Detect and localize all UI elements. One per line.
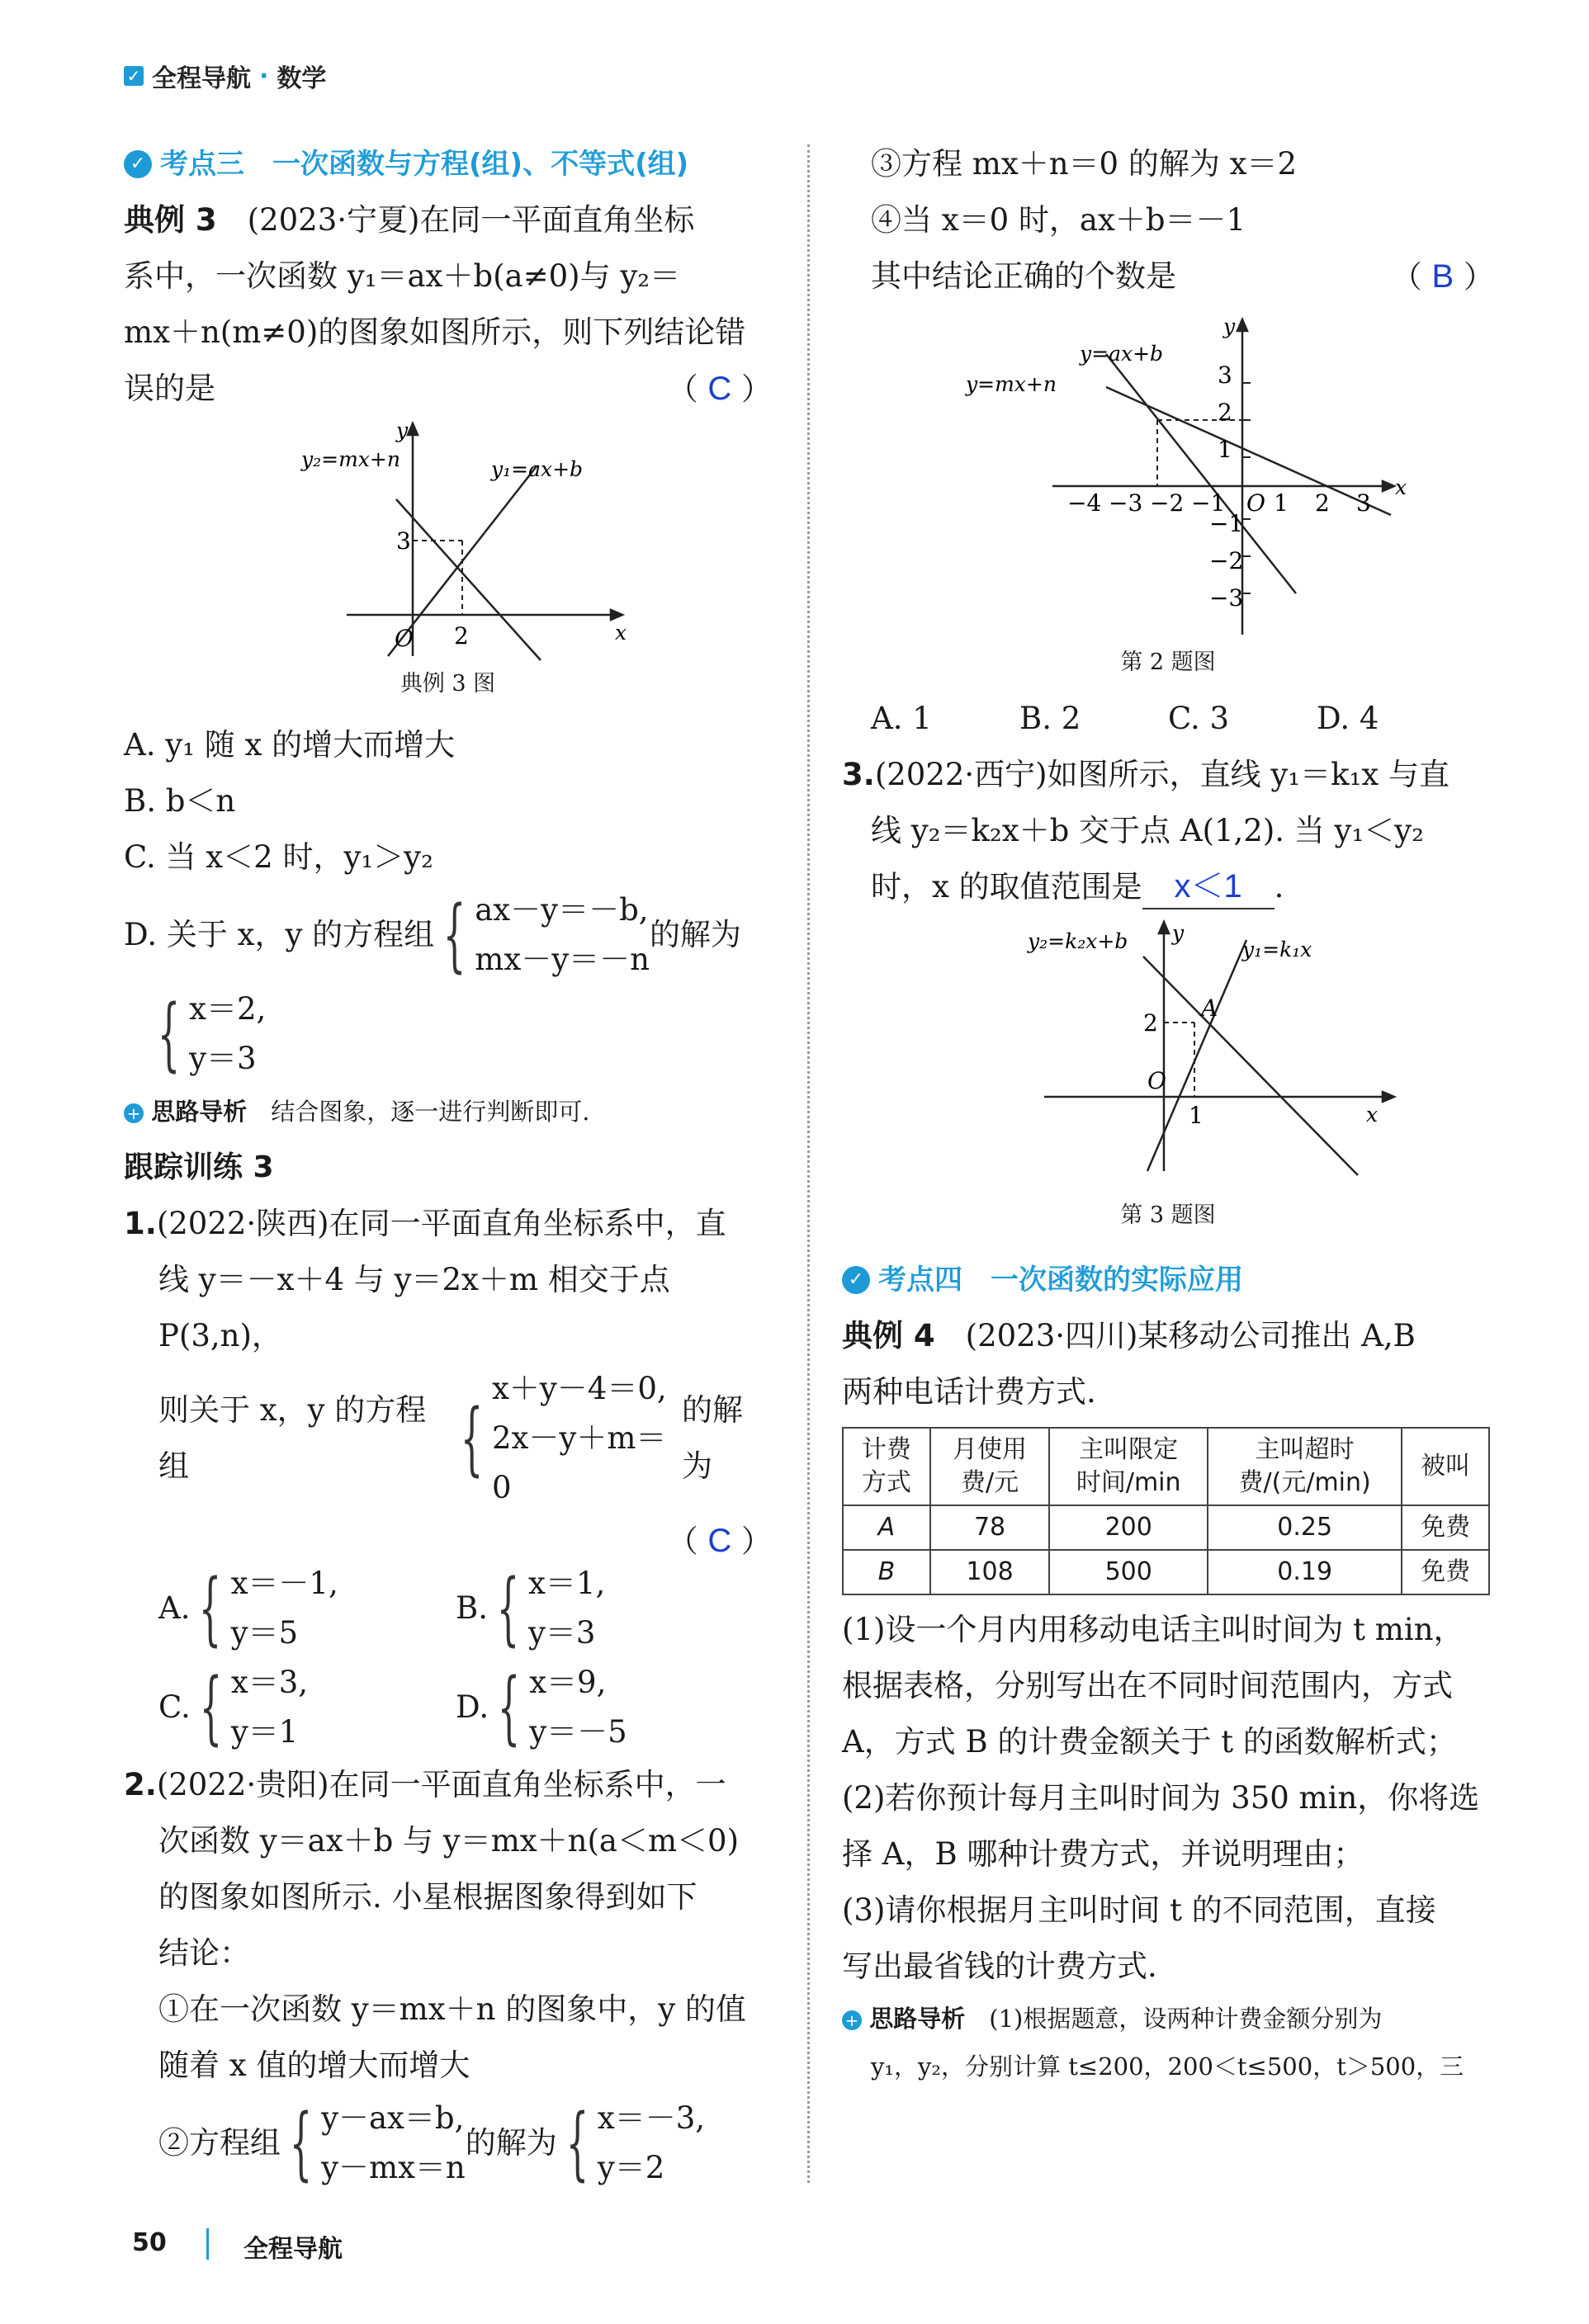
ex3-hint: + 思路导析 结合图象，逐一进行判断即可. — [124, 1084, 772, 1140]
ex3-text: 误的是 — [124, 371, 215, 406]
q2-option-b: B. 2 — [1019, 701, 1081, 736]
table-cell: 0.19 — [1208, 1550, 1402, 1594]
table-cell: B — [843, 1550, 930, 1594]
table-cell: 500 — [1049, 1550, 1208, 1594]
footer-title: 全程导航 — [244, 2235, 343, 2264]
q3-point-a: A — [1201, 994, 1218, 1022]
column-divider — [807, 144, 810, 2183]
ex3-option-c: C. 当 x＜2 时，y₁＞y₂ — [124, 839, 433, 875]
q3-answer: x＜1 — [1174, 868, 1242, 905]
ex3-text: (2023·宁夏)在同一平面直角坐标 — [247, 202, 695, 238]
plus-circle-icon: + — [124, 1103, 144, 1123]
ex3-option-d: D. 关于 x，y 的方程组 { ax－y＝－b, mx－y＝－n 的解为 — [124, 889, 741, 981]
q2-label-mx: y=mx+n — [966, 372, 1057, 396]
q2-option-d: D. 4 — [1317, 701, 1379, 736]
q3-axis-y: y — [1172, 921, 1185, 945]
y-arrow — [408, 423, 418, 435]
ex3-axis-x: x — [615, 621, 627, 645]
q2-conclusion-4: ④当 x＝0 时，ax＋b＝－1 — [871, 202, 1246, 238]
x-arrow — [611, 610, 622, 620]
table-cell: 108 — [930, 1550, 1050, 1594]
ex3-answer: （ C ） — [667, 371, 772, 407]
q2-label-ax: y=ax+b — [1080, 342, 1164, 366]
q2-option-c: C. 3 — [1168, 701, 1230, 736]
table-header-cell: 计费 方式 — [843, 1428, 930, 1505]
ex3-text: 系中，一次函数 y₁＝ax＋b(a≠0)与 y₂＝ — [124, 258, 681, 294]
q2-ytick-label: −2 — [1209, 547, 1244, 574]
left-column — [124, 136, 772, 2193]
q2-ytick-label: −3 — [1209, 584, 1244, 612]
q2-xtick-label: −1 — [1191, 489, 1226, 517]
q2-options — [842, 691, 1494, 747]
q3-tick-1: 1 — [1189, 1102, 1204, 1129]
ex3-text: mx＋n(m≠0)的图象如图所示，则下列结论错 — [124, 314, 746, 350]
table-cell: A — [843, 1505, 930, 1550]
q2-xtick-label: −2 — [1150, 489, 1185, 517]
question-1: 1.(2022·陕西)在同一平面直角坐标系中，直 线 y＝－x＋4 与 y＝2x＋m 相交于点 P(3,n)， 则关于 x，y 的方程组 { x＋y－4＝0, 2x－y＋m＝0 的解为 （ C ） A. { x＝－1, y＝5 B. { x＝1, y＝3 C. { x＝3, y＝1 D. { x＝9, y＝－5 — [124, 1196, 772, 1757]
table-cell: 0.25 — [1208, 1505, 1402, 1550]
q2-ytick-label: 1 — [1218, 436, 1232, 463]
ex4-part-2: (2)若你预计每月主叫时间为 350 min，你将选 择 A，B 哪种计费方式，并说明理由； — [842, 1780, 1480, 1872]
q3-tick-2: 2 — [1143, 1009, 1158, 1037]
check-circle-icon: ✓ — [124, 150, 152, 178]
example-4: 典例 4 (2023·四川)某移动公司推出 A,B 两种电话计费方式. — [842, 1318, 1416, 1410]
q2-axis-y: y — [1223, 314, 1236, 338]
q2-conclusion-3: ③方程 mx＋n＝0 的解为 x＝2 — [871, 146, 1298, 182]
q3-origin: O — [1147, 1067, 1166, 1094]
section-4-title: ✓ 考点四 一次函数的实际应用 — [842, 1252, 1494, 1308]
ex4-part-1: (1)设一个月内用移动电话主叫时间为 t min， 根据表格，分别写出在不同时间范围内，方式 A，方式 B 的计费金额关于 t 的函数解析式； — [842, 1612, 1464, 1760]
q2-axis-x: x — [1395, 475, 1407, 499]
question-2: 2.(2022·贵阳)在同一平面直角坐标系中，一 次函数 y＝ax＋b 与 y＝mx＋n(a＜m＜0) 的图象如图所示. 小星根据图象得到如下 结论： ①在一次函数 y＝mx＋n 的图象中，y 的值 随着 x 值的增大而增大 ②方程组 { y－ax＝b, y－mx＝n 的解为 { x＝－3, y＝2 — [124, 1767, 746, 2189]
q3-label-y1: y₁=k₁x — [1242, 938, 1312, 961]
q2-ytick-label: −1 — [1209, 510, 1244, 537]
table-header-cell: 主叫限定 时间/min — [1049, 1428, 1208, 1505]
ex3-option-d-solution: { x＝2, y＝3 — [157, 988, 267, 1080]
page-number: 50 — [132, 2228, 167, 2257]
table-cell: 200 — [1049, 1505, 1208, 1550]
q2-origin: O — [1246, 489, 1265, 517]
q1-answer: （ C ） — [667, 1523, 772, 1559]
ex3-label-y1: y₁=ax+b — [491, 457, 584, 481]
question-3: 3.(2022·西宁)如图所示，直线 y₁＝k₁x 与直 线 y₂＝k₂x＋b 交于点 A(1,2). 当 y₁＜y₂ 时，x 的取值范围是 x＜1 . — [842, 747, 1494, 915]
table-row — [843, 1505, 1489, 1550]
q2-graph — [842, 305, 1494, 635]
q2-xtick-label: 1 — [1274, 489, 1289, 517]
ex3-label-y2: y₂=mx+n — [301, 447, 400, 471]
check-circle-icon: ✓ — [842, 1266, 870, 1294]
ex3-caption: 典例 3 图 — [400, 671, 496, 697]
q3-graph — [842, 915, 1494, 1188]
example-3 — [124, 192, 772, 417]
header-title: 全程导航 — [152, 64, 251, 93]
footer-divider — [206, 2228, 209, 2260]
ex3-option-a: A. y₁ 随 x 的增大而增大 — [124, 727, 456, 763]
q2-answer: （ B ） — [1391, 258, 1494, 295]
q1-option-d: D. { x＝9, y＝－5 — [456, 1661, 627, 1754]
ex3-label: 典例 3 — [124, 202, 217, 238]
ex3-axis-y: y — [396, 418, 409, 442]
check-icon: ✓ — [124, 66, 144, 86]
page-header — [124, 58, 326, 94]
table-header-cell: 被叫 — [1402, 1428, 1489, 1505]
ex3-tick-3: 3 — [396, 527, 411, 555]
pricing-table — [842, 1427, 1490, 1595]
header-sep: · — [259, 61, 269, 91]
header-subject: 数学 — [277, 64, 327, 93]
section-3-title: ✓ 考点三 一次函数与方程(组)、不等式(组) — [124, 136, 772, 192]
q1-option-a: A. { x＝－1, y＝5 — [158, 1562, 338, 1655]
table-cell: 免费 — [1402, 1550, 1489, 1594]
q2-ytick-label: 2 — [1218, 399, 1232, 426]
q2-option-a: A. 1 — [871, 701, 932, 736]
ex4-hint: + 思路导析 (1)根据题意，设两种计费金额分别为 y₁，y₂，分别计算 t≤200，200＜t≤500，t＞500，三 — [842, 1995, 1494, 2090]
ex3-graph — [124, 417, 772, 664]
table-cell: 78 — [930, 1505, 1050, 1550]
q3-caption: 第 3 题图 — [1120, 1202, 1216, 1228]
q2-xtick-label: 3 — [1356, 489, 1371, 517]
q1-option-b: B. { x＝1, y＝3 — [456, 1562, 606, 1655]
right-column — [842, 136, 1494, 2090]
ex3-origin: O — [395, 625, 414, 652]
q3-axis-x: x — [1366, 1103, 1379, 1127]
ex3-tick-2: 2 — [454, 622, 469, 649]
q2-xtick-label: −3 — [1109, 489, 1143, 517]
q1-option-c: C. { x＝3, y＝1 — [158, 1661, 309, 1754]
table-header-cell: 主叫超时 费/(元/min) — [1208, 1428, 1402, 1505]
plus-circle-icon: + — [842, 2010, 862, 2030]
q2-caption: 第 2 题图 — [1120, 649, 1216, 675]
table-row — [843, 1550, 1489, 1594]
ex3-option-b: B. b＜n — [124, 783, 236, 819]
q2-ytick-label: 3 — [1218, 361, 1232, 389]
q3-label-y2: y₂=k₂x+b — [1028, 929, 1128, 953]
ex4-part-3: (3)请你根据月主叫时间 t 的不同范围，直接 写出最省钱的计费方式. — [842, 1892, 1436, 1984]
q2-xtick-label: −4 — [1067, 489, 1102, 517]
table-cell: 免费 — [1402, 1505, 1489, 1550]
training-3-title: 跟踪训练 3 — [124, 1150, 274, 1184]
q2-xtick-label: 2 — [1315, 489, 1330, 517]
table-header-cell: 月使用 费/元 — [930, 1428, 1050, 1505]
q2-ask: 其中结论正确的个数是 （ B ） — [842, 248, 1494, 305]
